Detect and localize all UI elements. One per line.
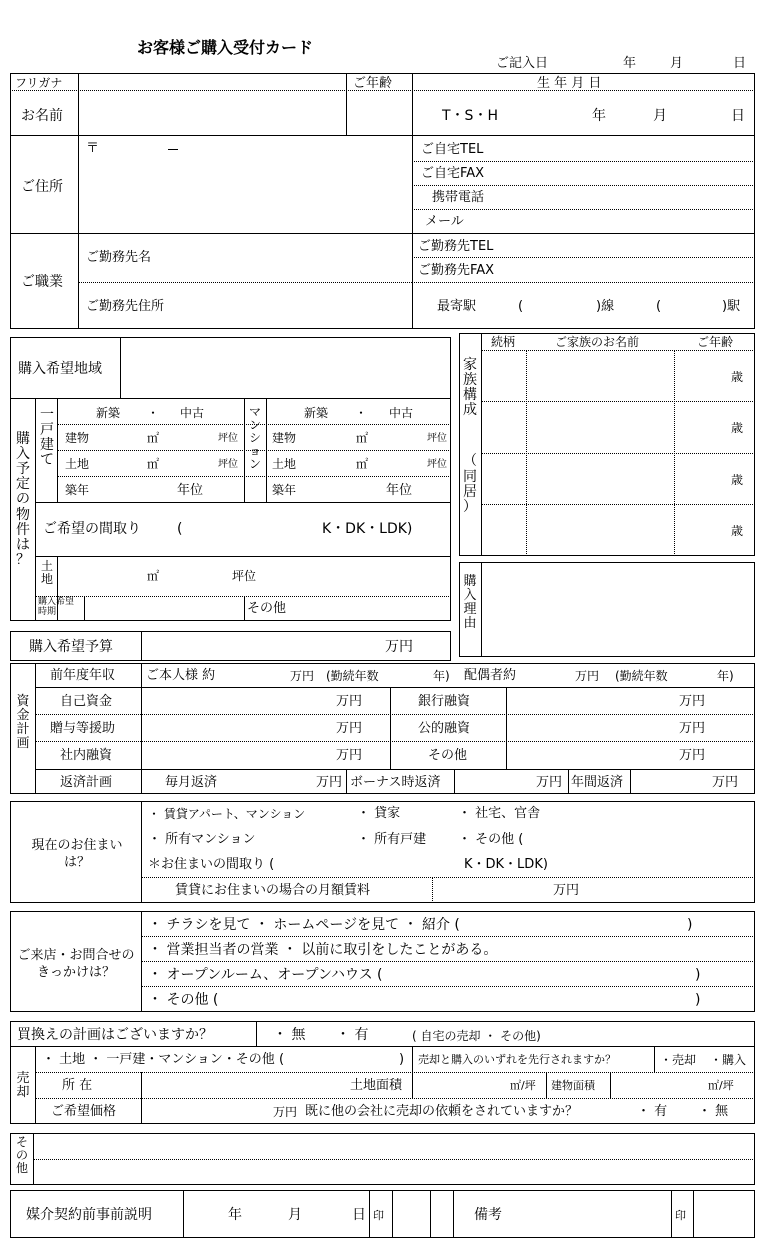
company-label: ご勤務先名: [86, 250, 152, 265]
footer-year: 年: [228, 1207, 242, 1223]
visit-row-flyer: ・ チラシを見て ・ ホームページを見て ・ 紹介 (: [148, 917, 460, 933]
sale-land-area: 土地面積: [350, 1078, 403, 1093]
monthly-repay: 毎月返済: [165, 775, 218, 790]
mansion-building-tsubo: 坪位: [427, 433, 447, 444]
station-label: 最寄駅: [437, 299, 477, 314]
house-dot: ・: [147, 406, 160, 420]
visit-row-other: ・ その他 (: [148, 992, 219, 1008]
sale-location: 所 在: [62, 1078, 93, 1093]
reason-label: 購 入 理 由: [463, 574, 477, 632]
family-age-unit-2: 歳: [731, 421, 744, 435]
house-used: 中古: [180, 406, 205, 420]
mansion-used: 中古: [389, 406, 414, 420]
layout-label: ご希望の間取り: [43, 521, 141, 537]
family-age-unit-4: 歳: [731, 524, 744, 538]
family-title: 家 族 構 成 （ 同 居 ）: [463, 357, 477, 515]
customer-section: [10, 73, 755, 329]
home-tel-label: ご自宅TEL: [421, 142, 484, 157]
annual-repay: 年間返済: [571, 775, 624, 790]
sale-bldg-unit: ㎡/坪: [708, 1079, 734, 1092]
monthly-unit: 万円: [316, 775, 343, 790]
page-title: お客様ご購入受付カード: [137, 38, 314, 57]
self-income-unit: 万円: [290, 669, 315, 683]
house-building: 建物: [65, 431, 90, 445]
residence-opt-rent-house: ・ 貸家: [357, 806, 401, 821]
sale-detail: ( 自宅の売却 ・ その他): [412, 1029, 541, 1043]
sale-sell-first: ・売却: [660, 1053, 697, 1067]
station-paren2: (: [656, 299, 662, 314]
furigana-label: フリガナ: [15, 76, 63, 90]
home-fax-label: ご自宅FAX: [421, 166, 485, 181]
family-age-unit-3: 歳: [731, 473, 744, 487]
family-header-relation: 続柄: [491, 335, 516, 349]
gift-unit: 万円: [336, 721, 363, 736]
income-label: 前年度年収: [50, 668, 116, 683]
mansion-building: 建物: [272, 431, 297, 445]
property-side-label: 購 入 予 定 の 物 件 は ？: [16, 431, 30, 568]
mansion-land: 土地: [272, 457, 297, 471]
gift-label: 贈与等援助: [50, 721, 116, 736]
visit-row4-close: ): [695, 992, 701, 1008]
mobile-label: 携帯電話: [432, 190, 485, 205]
company-addr-label: ご勤務先住所: [86, 299, 165, 314]
mansion-dot: ・: [355, 406, 368, 420]
property-other: その他: [247, 601, 287, 616]
budget-label: 購入希望予算: [29, 639, 113, 655]
bank-loan-label: 銀行融資: [418, 694, 471, 709]
birth-label: 生 年 月 日: [537, 76, 602, 91]
era-label: T・S・H: [442, 108, 498, 124]
residence-layout: ＊お住まいの間取り (: [148, 857, 275, 872]
station-paren: (: [518, 299, 524, 314]
entry-month: 月: [670, 56, 684, 71]
birth-year: 年: [592, 108, 606, 124]
company-tel-label: ご勤務先TEL: [418, 239, 494, 254]
family-section: [459, 333, 755, 556]
visit-row-sales: ・ 営業担当者の営業 ・ 以前に取引をしたことがある。: [148, 942, 498, 958]
house-land-sqm: ㎡: [147, 457, 160, 471]
bonus-unit: 万円: [536, 775, 563, 790]
residence-opt-other: ・ その他 (: [458, 832, 524, 847]
land2-tsubo: 坪位: [232, 569, 257, 583]
family-age-unit-1: 歳: [731, 370, 744, 384]
period-label: 購入希望時期: [38, 597, 75, 617]
sale-request-no: ・ 無: [698, 1104, 729, 1119]
sale-request: 既に他の会社に売却の依頼をされていますか？: [305, 1104, 579, 1119]
visit-label: ご来店・お問合せのきっかけは？: [17, 948, 135, 980]
footer-seal-2: 印: [675, 1209, 686, 1222]
house-age-year: 年位: [177, 483, 204, 498]
sale-types-close: ): [399, 1052, 405, 1067]
self-tenure-close: 年): [433, 669, 450, 683]
repay-label: 返済計画: [60, 775, 113, 790]
company-loan-unit: 万円: [336, 748, 363, 763]
sale-price-label: ご希望価格: [51, 1104, 117, 1119]
residence-opt-own-house: ・ 所有戸建: [357, 832, 427, 847]
family-header-name: ご家族のお名前: [555, 335, 640, 349]
mansion-label: マ ン シ ョ ン: [248, 405, 261, 471]
sale-request-yes: ・ 有: [637, 1104, 668, 1119]
address-label: ご住所: [21, 179, 63, 195]
sale-no: ・ 無: [273, 1027, 306, 1043]
house-building-sqm: ㎡: [147, 431, 160, 445]
name-label: お名前: [21, 108, 63, 124]
bonus-repay: ボーナス時返済: [350, 775, 441, 790]
mansion-age-year: 年位: [386, 483, 413, 498]
annual-unit: 万円: [712, 775, 739, 790]
house-age: 築年: [65, 483, 90, 497]
land2-label: 土 地: [40, 559, 53, 586]
mansion-land-sqm: ㎡: [356, 457, 369, 471]
reason-section: [459, 562, 755, 657]
residence-label: 現在のお住まいは？: [31, 838, 123, 870]
house-label: 一 戸 建 て: [40, 407, 54, 469]
job-label: ご職業: [21, 274, 63, 290]
company-loan-label: 社内融資: [60, 748, 113, 763]
birth-day: 日: [731, 108, 745, 124]
bank-loan-unit: 万円: [679, 694, 706, 709]
age-label: ご年齢: [353, 76, 393, 91]
spouse-tenure: (勤続年数: [615, 669, 668, 683]
layout-paren: (: [177, 521, 183, 537]
spouse-tenure-close: 年): [717, 669, 734, 683]
mansion-building-sqm: ㎡: [356, 431, 369, 445]
property-section: [10, 337, 451, 621]
company-fax-label: ご勤務先FAX: [418, 263, 495, 278]
spouse-income: 配偶者約: [464, 668, 517, 683]
budget-unit: 万円: [385, 639, 413, 655]
entry-day: 日: [733, 56, 747, 71]
postal-mark: 〒: [86, 141, 100, 156]
sale-buy-first: ・購入: [710, 1053, 747, 1067]
mansion-new: 新築: [304, 406, 329, 420]
spouse-income-unit: 万円: [575, 669, 600, 683]
rent-label: 賃貸にお住まいの場合の月額賃料: [175, 883, 371, 898]
visit-row-openhouse: ・ オープンルーム、オープンハウス (: [148, 967, 383, 983]
footer-month: 月: [288, 1207, 302, 1223]
funds-other-unit: 万円: [679, 748, 706, 763]
sale-question: 買換えの計画はございますか？: [17, 1027, 213, 1043]
self-income: ご本人様 約: [146, 668, 216, 683]
public-loan-unit: 万円: [679, 721, 706, 736]
visit-row3-close: ): [695, 967, 701, 983]
self-tenure: (勤続年数: [326, 669, 379, 683]
own-funds-label: 自己資金: [60, 694, 113, 709]
land2-sqm: ㎡: [147, 569, 160, 583]
station-eki: )駅: [722, 299, 741, 314]
funds-other-label: その他: [428, 748, 468, 763]
birth-month: 月: [653, 108, 667, 124]
layout-type: K・DK・LDK): [322, 521, 413, 537]
sale-side-label: 売 却: [16, 1071, 30, 1101]
residence-opt-company: ・ 社宅、官舎: [458, 806, 541, 821]
area-label: 購入希望地域: [18, 361, 102, 377]
sale-land-unit: ㎡/坪: [510, 1079, 536, 1092]
residence-layout-type: K・DK・LDK): [464, 857, 548, 872]
footer-memo: 備考: [474, 1207, 502, 1223]
mansion-age: 築年: [272, 483, 297, 497]
public-loan-label: 公的融資: [418, 721, 471, 736]
funds-side-label: 資 金 計 画: [16, 694, 30, 752]
sale-which: 売却と購入のいずれを先行されますか？: [418, 1053, 616, 1066]
sale-bldg-area: 建物面積: [551, 1079, 595, 1092]
footer-day: 日: [352, 1207, 366, 1223]
mail-label: メール: [425, 214, 464, 229]
family-header-age: ご年齢: [697, 335, 734, 349]
own-funds-unit: 万円: [336, 694, 363, 709]
sale-types: ・ 土地 ・ 一戸建・マンション・その他 (: [42, 1052, 285, 1067]
house-land-tsubo: 坪位: [218, 459, 238, 470]
entry-year: 年: [623, 56, 637, 71]
residence-opt-rent-apt: ・ 賃貸アパート、マンション: [148, 807, 306, 821]
footer-seal: 印: [373, 1209, 384, 1222]
mansion-land-tsubo: 坪位: [427, 459, 447, 470]
residence-opt-own-mansion: ・ 所有マンション: [148, 832, 256, 847]
entry-date-label: ご記入日: [496, 56, 549, 71]
other-label: そ の 他: [15, 1135, 28, 1175]
sale-price-unit: 万円: [273, 1105, 298, 1119]
sale-yes: ・ 有: [336, 1027, 369, 1043]
house-building-tsubo: 坪位: [218, 433, 238, 444]
footer-explain: 媒介契約前事前説明: [26, 1207, 152, 1223]
rent-unit: 万円: [553, 883, 580, 898]
house-new: 新築: [96, 406, 121, 420]
house-land: 土地: [65, 457, 90, 471]
station-line: )線: [596, 299, 615, 314]
visit-row1-close: ): [687, 917, 693, 933]
